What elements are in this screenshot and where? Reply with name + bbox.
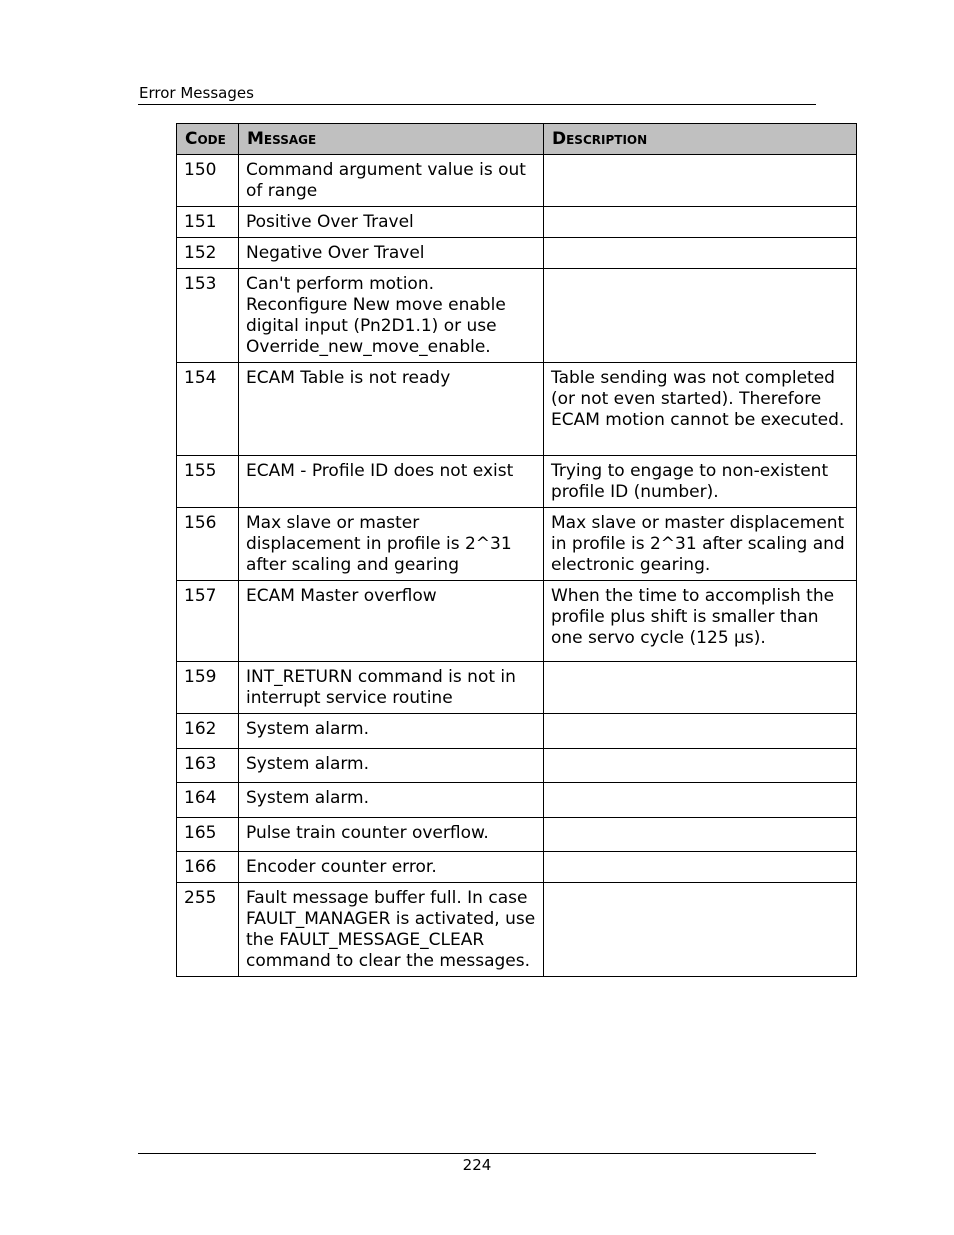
cell-description [544,207,857,238]
cell-message: INT_RETURN command is not in interrupt service routine [239,662,544,714]
cell-code: 155 [177,456,239,508]
table-row [177,714,857,749]
cell-description [544,155,857,207]
cell-description: Max slave or master displacement in profile is 2^31 after scaling and electronic gearing. [544,508,857,581]
cell-message: ECAM Table is not ready [239,363,544,456]
table-body [177,155,857,977]
cell-message: Can't perform motion. Reconfigure New move enable digital input (Pn2D1.1) or use Override_new_move_enable. [239,269,544,363]
column-header-description: Description [544,124,857,155]
table-row [177,269,857,363]
cell-message: Positive Over Travel [239,207,544,238]
table-row [177,883,857,977]
cell-message: Max slave or master displacement in profile is 2^31 after scaling and gearing [239,508,544,581]
table-row [177,818,857,852]
cell-code: 163 [177,749,239,783]
cell-message: ECAM - Profile ID does not exist [239,456,544,508]
cell-code: 157 [177,581,239,662]
table-row [177,783,857,818]
cell-description [544,883,857,977]
cell-message: Encoder counter error. [239,852,544,883]
cell-description: When the time to accomplish the profile plus shift is smaller than one servo cycle (125 µs). [544,581,857,662]
footer-rule [138,1153,816,1154]
cell-description [544,714,857,749]
table-row [177,207,857,238]
error-codes-table [176,123,857,977]
cell-description: Trying to engage to non-existent profile ID (number). [544,456,857,508]
page-number: 224 [462,1156,492,1174]
cell-code: 162 [177,714,239,749]
cell-description [544,818,857,852]
table-row [177,749,857,783]
cell-code: 150 [177,155,239,207]
cell-message: Fault message buffer full. In case FAULT_MANAGER is activated, use the FAULT_MESSAGE_CLEAR command to clear the messages. [239,883,544,977]
cell-message: System alarm. [239,714,544,749]
cell-description: Table sending was not completed (or not even started). Therefore ECAM motion cannot be executed. [544,363,857,456]
table-row [177,456,857,508]
table-row [177,581,857,662]
cell-message: Negative Over Travel [239,238,544,269]
cell-code: 152 [177,238,239,269]
table-header [177,124,857,155]
cell-message: System alarm. [239,749,544,783]
cell-code: 154 [177,363,239,456]
cell-code: 159 [177,662,239,714]
table-row [177,508,857,581]
cell-code: 153 [177,269,239,363]
header-row [177,124,857,155]
cell-code: 156 [177,508,239,581]
cell-code: 166 [177,852,239,883]
cell-code: 151 [177,207,239,238]
cell-code: 165 [177,818,239,852]
cell-message: Command argument value is out of range [239,155,544,207]
cell-description [544,749,857,783]
cell-message: System alarm. [239,783,544,818]
cell-description [544,783,857,818]
cell-message: Pulse train counter overflow. [239,818,544,852]
column-header-message: Message [239,124,544,155]
table-row [177,363,857,456]
column-header-code: Code [177,124,239,155]
cell-description [544,269,857,363]
table-row [177,852,857,883]
cell-description [544,238,857,269]
cell-description [544,662,857,714]
cell-code: 255 [177,883,239,977]
cell-code: 164 [177,783,239,818]
header-rule [138,104,816,105]
cell-description [544,852,857,883]
cell-message: ECAM Master overflow [239,581,544,662]
table-row [177,662,857,714]
table-row [177,238,857,269]
table-row [177,155,857,207]
running-header: Error Messages [139,84,254,102]
